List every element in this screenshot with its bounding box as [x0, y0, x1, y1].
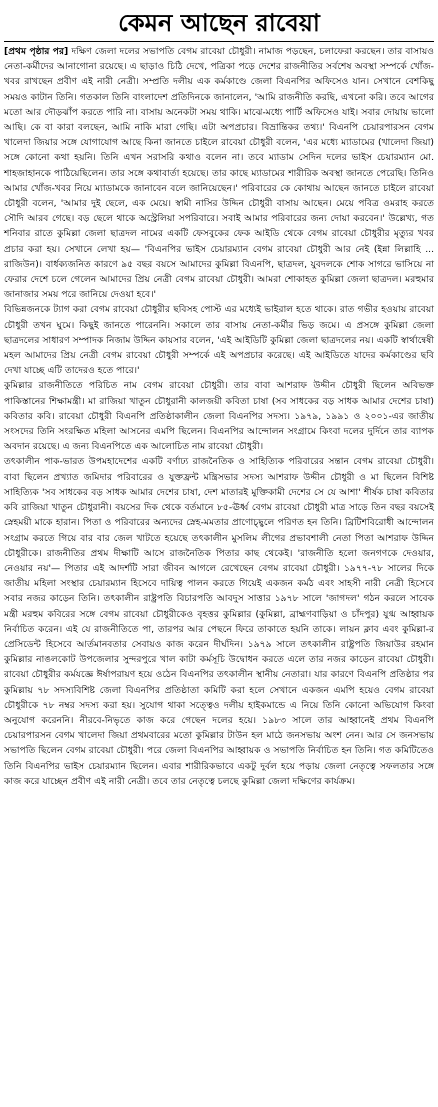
paragraph-text: দক্ষিণ জেলা দলের সভাপতি বেগম রাবেয়া চৌধুরী। নামাজ পড়ছেন, চলাফেরা করছেন। তার বাসায়ও নেতা-কর্মীদের আনাগোনা রয়েছে। এ ছাড়াও চিঠি দেখে, পত্রিকা পড়ে দেশের রাজনীতির সর্বশেষ অবস্থা সম্পর্কে খোঁজ-খবর রাখছেন প্রবীণ এই নারী নেত্রী। সম্প্রতি দলীয় এক কর্মকাণ্ডে জেলা বিএনপির অফিসেও যান। সেখানে বেশকিছু সময়ও কাটান তিনি। গতকাল তিনি বাংলাদেশ প্রতিদিনকে জানালেন, 'আমি রাজনীতি করছি, এখনো করি। তবে আগের মতো আর দৌড়ঝাঁপ করতে পারি না। বাসায় অনেকটা সময় থাকি। মাঝে-মধ্যে পার্টি অফিসেও যাই। সবার দোয়ায় ভালো আছি। কে বা কারা বলছেন, আমি নাকি মারা গেছি। এটা অপপ্রচার। বিভ্রান্তিকর তথ্য।' বিএনপি চেয়ারপারসন বেগম খালেদা জিয়ার সঙ্গে যোগাযোগ আছে কিনা জানতে চাইলে রাবেয়া চৌধুরী বলেন, 'এর মধ্যে ম্যাডামের (খালেদা জিয়া) সঙ্গে কোনো কথা হয়নি। তিনি এখন সরাসরি কথাও বলেন না। তবে ম্যাডাম সেদিন দলের ভাইস চেয়ারম্যান মো. শাহজাহানকে পাঠিয়েছিলেন। তার সঙ্গে কথাবার্তা হয়েছে। তার কাছে ম্যাডামের শারীরিক অবস্থা জানতে পেরেছি। তিনিও আমার খোঁজ-খবর নিয়ে ম্যাডামকে জানাবেন বলে জানিয়েছেন।' পরিবারের কে কোথায় আছেন জানতে চাইলে রাবেয়া চৌধুরী বলেন, 'আমার দুই ছেলে, এক মেয়ে। স্বামী নাসির উদ্দিন চৌধুরী বাসায় আছেন। মেয়ে পবিত্র ওমরাহ করতে সৌদি আরব গেছে। বড় ছেলে থাকে অস্ট্রেলিয়া সপরিবারে। সবাই আমার পরিবারের জন্য দোয়া করবেন।' উল্লেখ্য, গত শনিবার রাতে কুমিল্লা জেলা ছাত্রদল নামের একটি ফেসবুকের ফেক আইডি থেকে বেগম রাবেয়া চৌধুরীর মৃত্যুর খবর প্রচার করা হয়। সেখানে লেখা হয়— 'বিএনপির ভাইস চেয়ারম্যান বেগম রাবেয়া চৌধুরী আর নেই (ইন্না লিল্লাহি ... রাজিউন)। বার্ধক্যজনিত কারণে ৯৫ বছর বয়সে আমাদের কুমিল্লা বিএনপি, ছাত্রদল, যুবদলকে শোক সাগরে ভাসিয়ে না ফেরার দেশে চলে গেলেন আমাদের প্রিয় নেত্রী বেগম রাবেয়া চৌধুরী। আমরা শোকাহত কুমিল্লা জেলা ছাত্রদল। মরহুমার জানাজার সময় পরে জানিয়ে দেওয়া হবে।' [4, 46, 435, 301]
headline-divider [4, 41, 434, 42]
article-paragraph-4: তৎকালীন পাক-ভারত উপমহাদেশের একটি বর্ণাঢ্য রাজনৈতিক ও সাহিত্যিক পরিবারের সন্তান বেগম রাবেয়া চৌধুরী। বাবা ছিলেন প্রখ্যাত জমিদার পরিবারের ও যুক্তফ্রন্ট মন্ত্রিসভার সদস্য আশরাফ উদ্দীন চৌধুরী ও মা ছিলেন বিশিষ্ট সাহিত্যিক 'সব সাধকের বড় সাধক আমার দেশের চাষা, দেশ মাতারই মুক্তিকামী দেশের সে যে আশা' শীর্ষক চাষা কবিতার কবি রাজিয়া খাতুন চৌধুরানী। বয়সের দিক থেকে বর্তমানে ৮৫-ঊর্ধ্ব বেগম রাবেয়া চৌধুরী মাত্র সাড়ে তিন বছর বয়সেই স্নেহময়ী মাকে হারান। পিতা ও পরিবারের অন্যদের স্নেহ-মমতার প্রাণোচ্ছ্বলে পরিণত হন তিনি। ব্রিটিশবিরোধী আন্দোলন সংগ্রাম করতে গিয়ে বার বার জেল খাটতে হয়েছে তৎকালীন মুসলিম লীগের প্রভাবশালী নেতা পিতা আশরাফ উদ্দিন চৌধুরীকে। রাজনীতির প্রথম দীক্ষাটি আসে রাজনৈতিক পিতার কাছ থেকেই। 'রাজনীতি হলো জনগণকে দেওয়ার, নেওয়ার নয়'— পিতার এই আদর্শটি সারা জীবন আগলে রেখেছেন বেগম রাবেয়া চৌধুরী। ১৯৭৭-৭৮ সালের দিকে জাতীয় মহিলা সংস্থার চেয়ারম্যান হিসেবে দায়িত্ব পালন করতে গিয়েই একজন কর্মঠ এবং সাহসী নারী নেত্রী হিসেবে সবার নজর কাড়েন তিনি। তৎকালীন রাষ্ট্রপতি বিচারপতি আবদুস সাত্তার ১৯৭৮ সালে 'জাগদল' গঠন করলে সাবেক মন্ত্রী মরহুম কবিরের সঙ্গে বেগম রাবেয়া চৌধুরীকেও বৃহত্তর কুমিল্লার (কুমিল্লা, ব্রাহ্মণবাড়িয়া ও চাঁদপুর) যুগ্ম আহ্বায়ক নির্বাচিত করেন। এই যে রাজনীতিতে পা, তারপর আর পেছনে ফিরে তাকাতে হয়নি তাকে। লায়ন ক্লাব এবং কুমিল্লা-র প্রেসিডেন্ট হিসেবে আর্তমানবতার সেবায়ও কাজ করেন দীর্ঘদিন। ১৯৭৯ সালে তৎকালীন রাষ্ট্রপতি জিয়াউর রহমান কুমিল্লার নাঙলকোট উপজেলার সুন্দরপুরে খাল কাটা কর্মসূচি উদ্বোধন করতে এলে তার নজর কাড়েন রাবেয়া চৌধুরী। রাবেয়া চৌধুরীর কর্মযজ্ঞে ঈর্ষাপরায়ণ হয়ে ওঠেন বিএনপির তৎকালীন স্থানীয় নেতারা। যার কারণে বিএনপি প্রতিষ্ঠার পর কুমিল্লায় ৭৮ সদস্যবিশিষ্ট জেলা বিএনপির প্রতিষ্ঠাতা কমিটি করা হলে সেখানে একজন এমপি হয়েও বেগম রাবেয়া চৌধুরীকে ৭৮ নম্বর সদস্য করা হয়। সুযোগ থাকা সত্ত্বেও দলীয় হাইকমান্ডে এ নিয়ে তিনি কোনো অভিযোগ কিংবা অনুযোগ করেননি। নীরবে-নিভৃতে কাজ করে গেছেন দলের হয়ে। ১৯৮৩ সালে তার আহ্বানেই প্রথম বিএনপি চেয়ারপারসন বেগম খালেদা জিয়া প্রথমবারের মতো কুমিল্লার টাউন হল মাঠে জনসভায় অংশ নেন। আর সে জনসভায় সভাপতি ছিলেন বেগম রাবেয়া চৌধুরী। পরে জেলা বিএনপির আহ্বায়ক ও সভাপতি নির্বাচিত হন তিনি। গত কমিটিতেও তিনি বিএনপির ভাইস চেয়ারম্যান ছিলেন। এবার শারীরিকভাবে একটু দুর্বল হয়ে পড়ায় জেলা নেতৃত্বে সফলতার সঙ্গে কাজ করে যাচ্ছেন প্রবীণ এই নারী নেত্রী। তবে তার নেতৃত্বে চলছে কুমিল্লা জেলা দক্ষিণের কার্যক্রম। [4, 456, 434, 787]
article-body [4, 44, 434, 789]
article-headline: কেমন আছেন রাবেয়া [118, 8, 320, 37]
continuation-kicker: [প্রথম পৃষ্ঠার পর] [4, 46, 69, 57]
article-paragraph-3: কুমিল্লার রাজনীতিতে পরিচিত নাম বেগম রাবেয়া চৌধুরী। তার বাবা আশরাফ উদ্দীন চৌধুরী ছিলেন অবিভক্ত পাকিস্তানের শিক্ষামন্ত্রী। মা রাজিয়া খাতুন চৌধুরানী কালজয়ী কবিতা চাষা (সব সাধকের বড় সাধক আমার দেশের চাষা) কবিতার কবি। রাবেয়া চৌধুরী বিএনপি প্রতিষ্ঠাকালীন জেলা বিএনপির সদস্য। ১৯৭৯, ১৯৯১ ও ২০০১-এর জাতীয় সংসদের তিনি সংরক্ষিত মহিলা আসনের এমপি ছিলেন। বিএনপির আন্দোলন সংগ্রামে কিংবা দলের দুর্দিনে তার ব্যাপক অবদান রয়েছে। এ জন্য বিএনপিতে এক আলোচিত নাম রাবেয়া চৌধুরী। [4, 380, 434, 453]
article-paragraph-1 [4, 44, 434, 302]
article-paragraph-2: বিভিন্নজনকে ট্যাগ করা বেগম রাবেয়া চৌধুরীর ছবিসহ পোস্ট এর মধ্যেই ভাইরাল হতে থাকে। রাত গভীর হওয়ায় রাবেয়া চৌধুরী তখন ঘুমে। কিছুই জানতে পারেননি। সকালে তার বাসায় নেতা-কর্মীর ভিড় জমে। এ প্রসঙ্গে কুমিল্লা জেলা ছাত্রদলের সাধারণ সম্পাদক নিজাম উদ্দিন কায়সার বলেন, 'এই আইডিটি কুমিল্লা জেলা ছাত্রদলের নয়। একটি স্বার্থান্বেষী মহল আমাদের প্রিয় নেত্রী বেগম রাবেয়া চৌধুরী সম্পর্কে এই অপপ্রচার করেছে। এই আইডিতে যাদের কর্মকাণ্ডের ছবি দেখা যাচ্ছে এটি তাদেরও হতে পারে।' [4, 304, 434, 377]
